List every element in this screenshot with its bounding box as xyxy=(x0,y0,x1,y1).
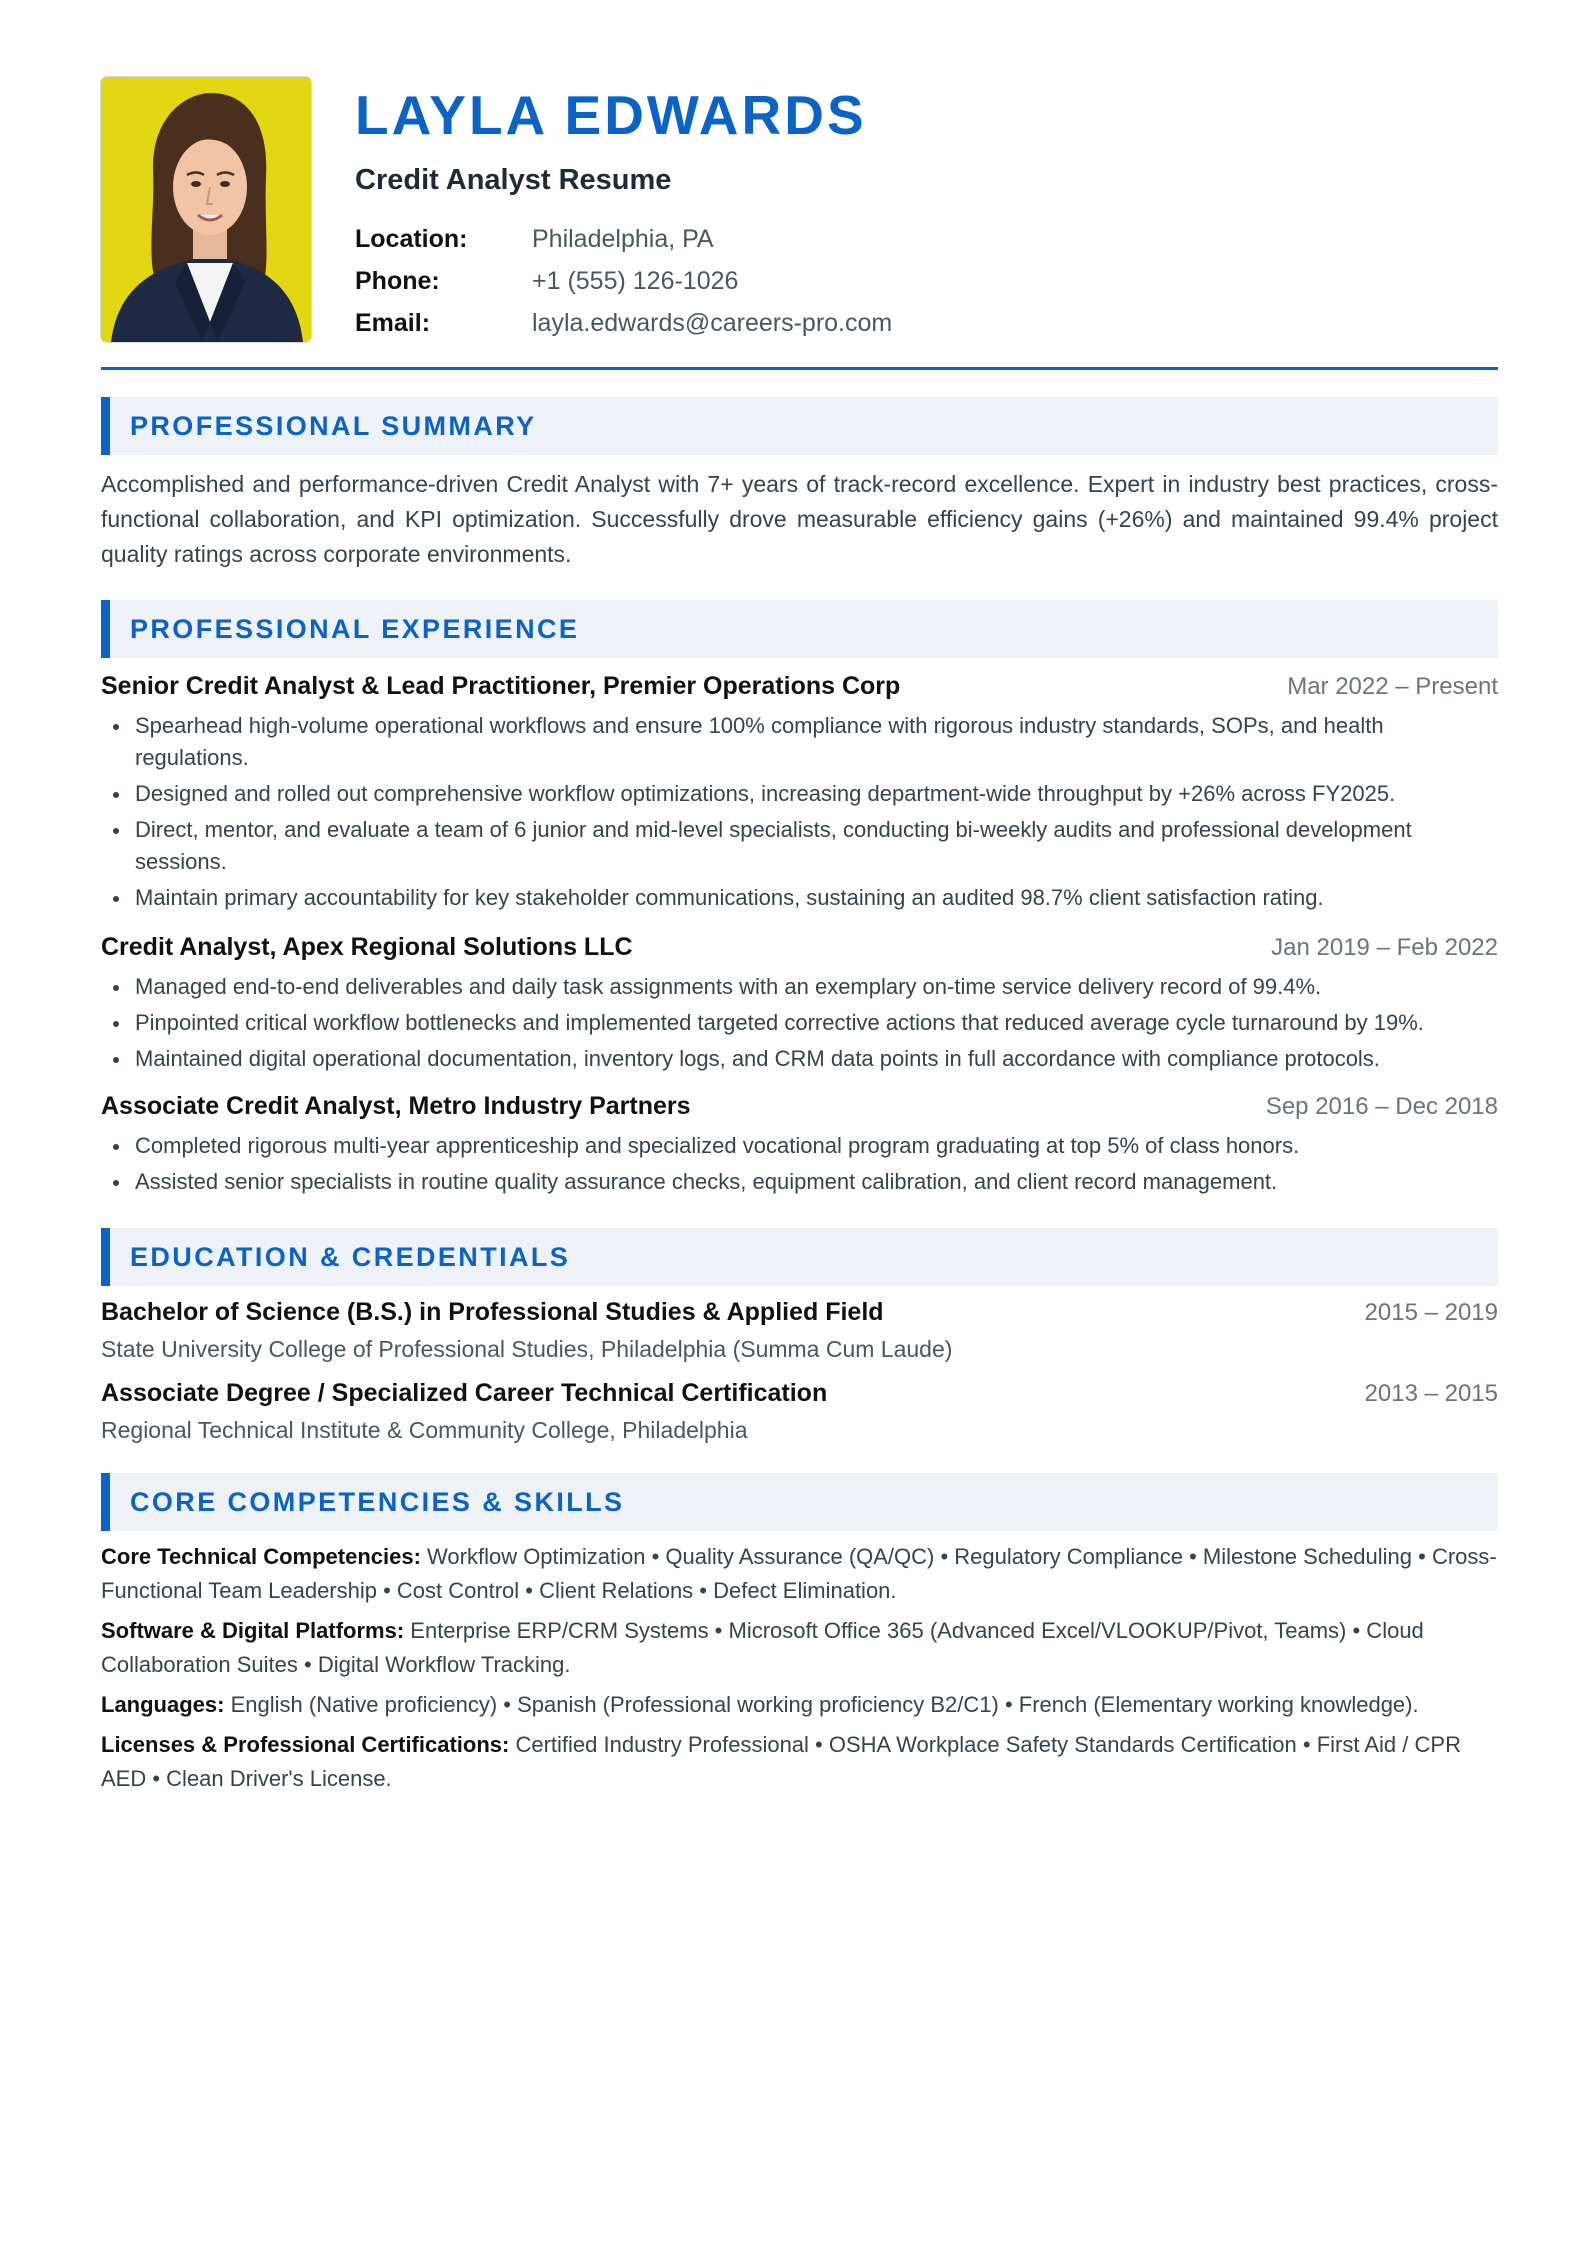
bullet-item: Designed and rolled out comprehensive workflow optimizations, increasing department-wide throughput by +26% across FY2025. xyxy=(135,778,1498,810)
section-title: PROFESSIONAL SUMMARY xyxy=(130,411,537,441)
portrait-image xyxy=(101,77,311,342)
job-entry xyxy=(101,672,1498,918)
bullet-item: Direct, mentor, and evaluate a team of 6 junior and mid-level specialists, conducting bi-weekly audits and professional development sessions. xyxy=(135,814,1498,878)
education-entry xyxy=(101,1379,1498,1447)
contact-label: Location: xyxy=(355,224,468,253)
bullet-item: Completed rigorous multi-year apprenticeship and specialized vocational program graduating at top 5% of class honors. xyxy=(135,1130,1498,1162)
job-entry xyxy=(101,1092,1498,1202)
school-name: Regional Technical Institute & Community College, Philadelphia xyxy=(101,1417,748,1443)
education-dates: 2015 – 2019 xyxy=(1364,1299,1498,1326)
location-value: Philadelphia, PA xyxy=(532,224,714,253)
job-dates: Mar 2022 – Present xyxy=(1287,673,1498,700)
profile-photo xyxy=(101,77,311,342)
skill-group-label: Software & Digital Platforms: xyxy=(101,1618,405,1643)
summary-text: Accomplished and performance-driven Credit Analyst with 7+ years of track-record excellence. Expert in industry best practices, cross-functional collaboration, and KPI optimization. Successfully drove measurable efficiency gains (+26%) and maintained 99.4% project quality ratings across corporate environments. xyxy=(101,471,1498,567)
section-header-experience xyxy=(101,600,1498,658)
contact-email xyxy=(355,302,892,344)
skill-group xyxy=(101,1614,1498,1682)
bullet-item: Maintained digital operational documentation, inventory logs, and CRM data points in full accordance with compliance protocols. xyxy=(135,1043,1498,1075)
job-dates: Sep 2016 – Dec 2018 xyxy=(1265,1093,1498,1120)
degree-title: Bachelor of Science (B.S.) in Professional Studies & Applied Field xyxy=(101,1298,884,1326)
education-entry xyxy=(101,1298,1498,1366)
contact-info xyxy=(355,218,892,344)
section-header-education xyxy=(101,1228,1498,1286)
email-value[interactable]: layla.edwards@careers-pro.com xyxy=(532,308,893,337)
bullet-item: Spearhead high-volume operational workflows and ensure 100% compliance with rigorous industry standards, SOPs, and health regulations. xyxy=(135,710,1498,774)
resume-subtitle: Credit Analyst Resume xyxy=(355,164,672,196)
skill-group-label: Core Technical Competencies: xyxy=(101,1544,421,1569)
skill-group-text: English (Native proficiency) • Spanish (Professional working proficiency B2/C1) • French (Elementary working knowledge). xyxy=(230,1692,1419,1717)
skill-group-label: Licenses & Professional Certifications: xyxy=(101,1732,510,1757)
section-title: CORE COMPETENCIES & SKILLS xyxy=(130,1487,625,1517)
school-name: State University College of Professional Studies, Philadelphia (Summa Cum Laude) xyxy=(101,1336,953,1362)
job-entry xyxy=(101,933,1498,1079)
skill-group xyxy=(101,1728,1498,1796)
section-header-skills xyxy=(101,1473,1498,1531)
header-block xyxy=(355,80,892,344)
candidate-name: LAYLA EDWARDS xyxy=(355,84,867,146)
bullet-item: Maintain primary accountability for key stakeholder communications, sustaining an audited 98.7% client satisfaction rating. xyxy=(135,882,1498,914)
contact-location xyxy=(355,218,892,260)
job-title: Senior Credit Analyst & Lead Practitioner, Premier Operations Corp xyxy=(101,672,901,700)
job-title: Associate Credit Analyst, Metro Industry Partners xyxy=(101,1092,691,1120)
job-title: Credit Analyst, Apex Regional Solutions LLC xyxy=(101,933,633,961)
skill-group-text: Workflow Optimization • Quality Assurance (QA/QC) • Regulatory Compliance • Milestone Scheduling • Cross-Functional Team Leadership • Cost Control • Client Relations • Defect Elimination. xyxy=(101,1544,1497,1603)
contact-label: Email: xyxy=(355,308,431,337)
skill-group-label: Languages: xyxy=(101,1692,225,1717)
job-bullets xyxy=(101,710,1498,914)
skill-group-text: Enterprise ERP/CRM Systems • Microsoft Office 365 (Advanced Excel/VLOOKUP/Pivot, Teams) • Cloud Collaboration Suites • Digital Workflow Tracking. xyxy=(101,1618,1424,1677)
skill-group xyxy=(101,1688,1498,1722)
section-title: EDUCATION & CREDENTIALS xyxy=(130,1242,571,1272)
degree-title: Associate Degree / Specialized Career Technical Certification xyxy=(101,1379,828,1407)
section-title: PROFESSIONAL EXPERIENCE xyxy=(130,614,580,644)
section-header-summary xyxy=(101,397,1498,455)
job-dates: Jan 2019 – Feb 2022 xyxy=(1271,934,1498,961)
skill-group-text: Certified Industry Professional • OSHA Workplace Safety Standards Certification • First Aid / CPR AED • Clean Driver's License. xyxy=(101,1732,1461,1791)
phone-value[interactable]: +1 (555) 126-1026 xyxy=(532,266,739,295)
job-bullets xyxy=(101,1130,1498,1198)
contact-label: Phone: xyxy=(355,266,440,295)
skill-group xyxy=(101,1540,1498,1608)
header-divider xyxy=(101,367,1498,370)
job-bullets xyxy=(101,971,1498,1075)
skills-block xyxy=(101,1540,1498,1802)
contact-phone xyxy=(355,260,892,302)
bullet-item: Managed end-to-end deliverables and daily task assignments with an exemplary on-time service delivery record of 99.4%. xyxy=(135,971,1498,1003)
education-dates: 2013 – 2015 xyxy=(1364,1380,1498,1407)
bullet-item: Assisted senior specialists in routine quality assurance checks, equipment calibration, and client record management. xyxy=(135,1166,1498,1198)
bullet-item: Pinpointed critical workflow bottlenecks and implemented targeted corrective actions that reduced average cycle turnaround by 19%. xyxy=(135,1007,1498,1039)
